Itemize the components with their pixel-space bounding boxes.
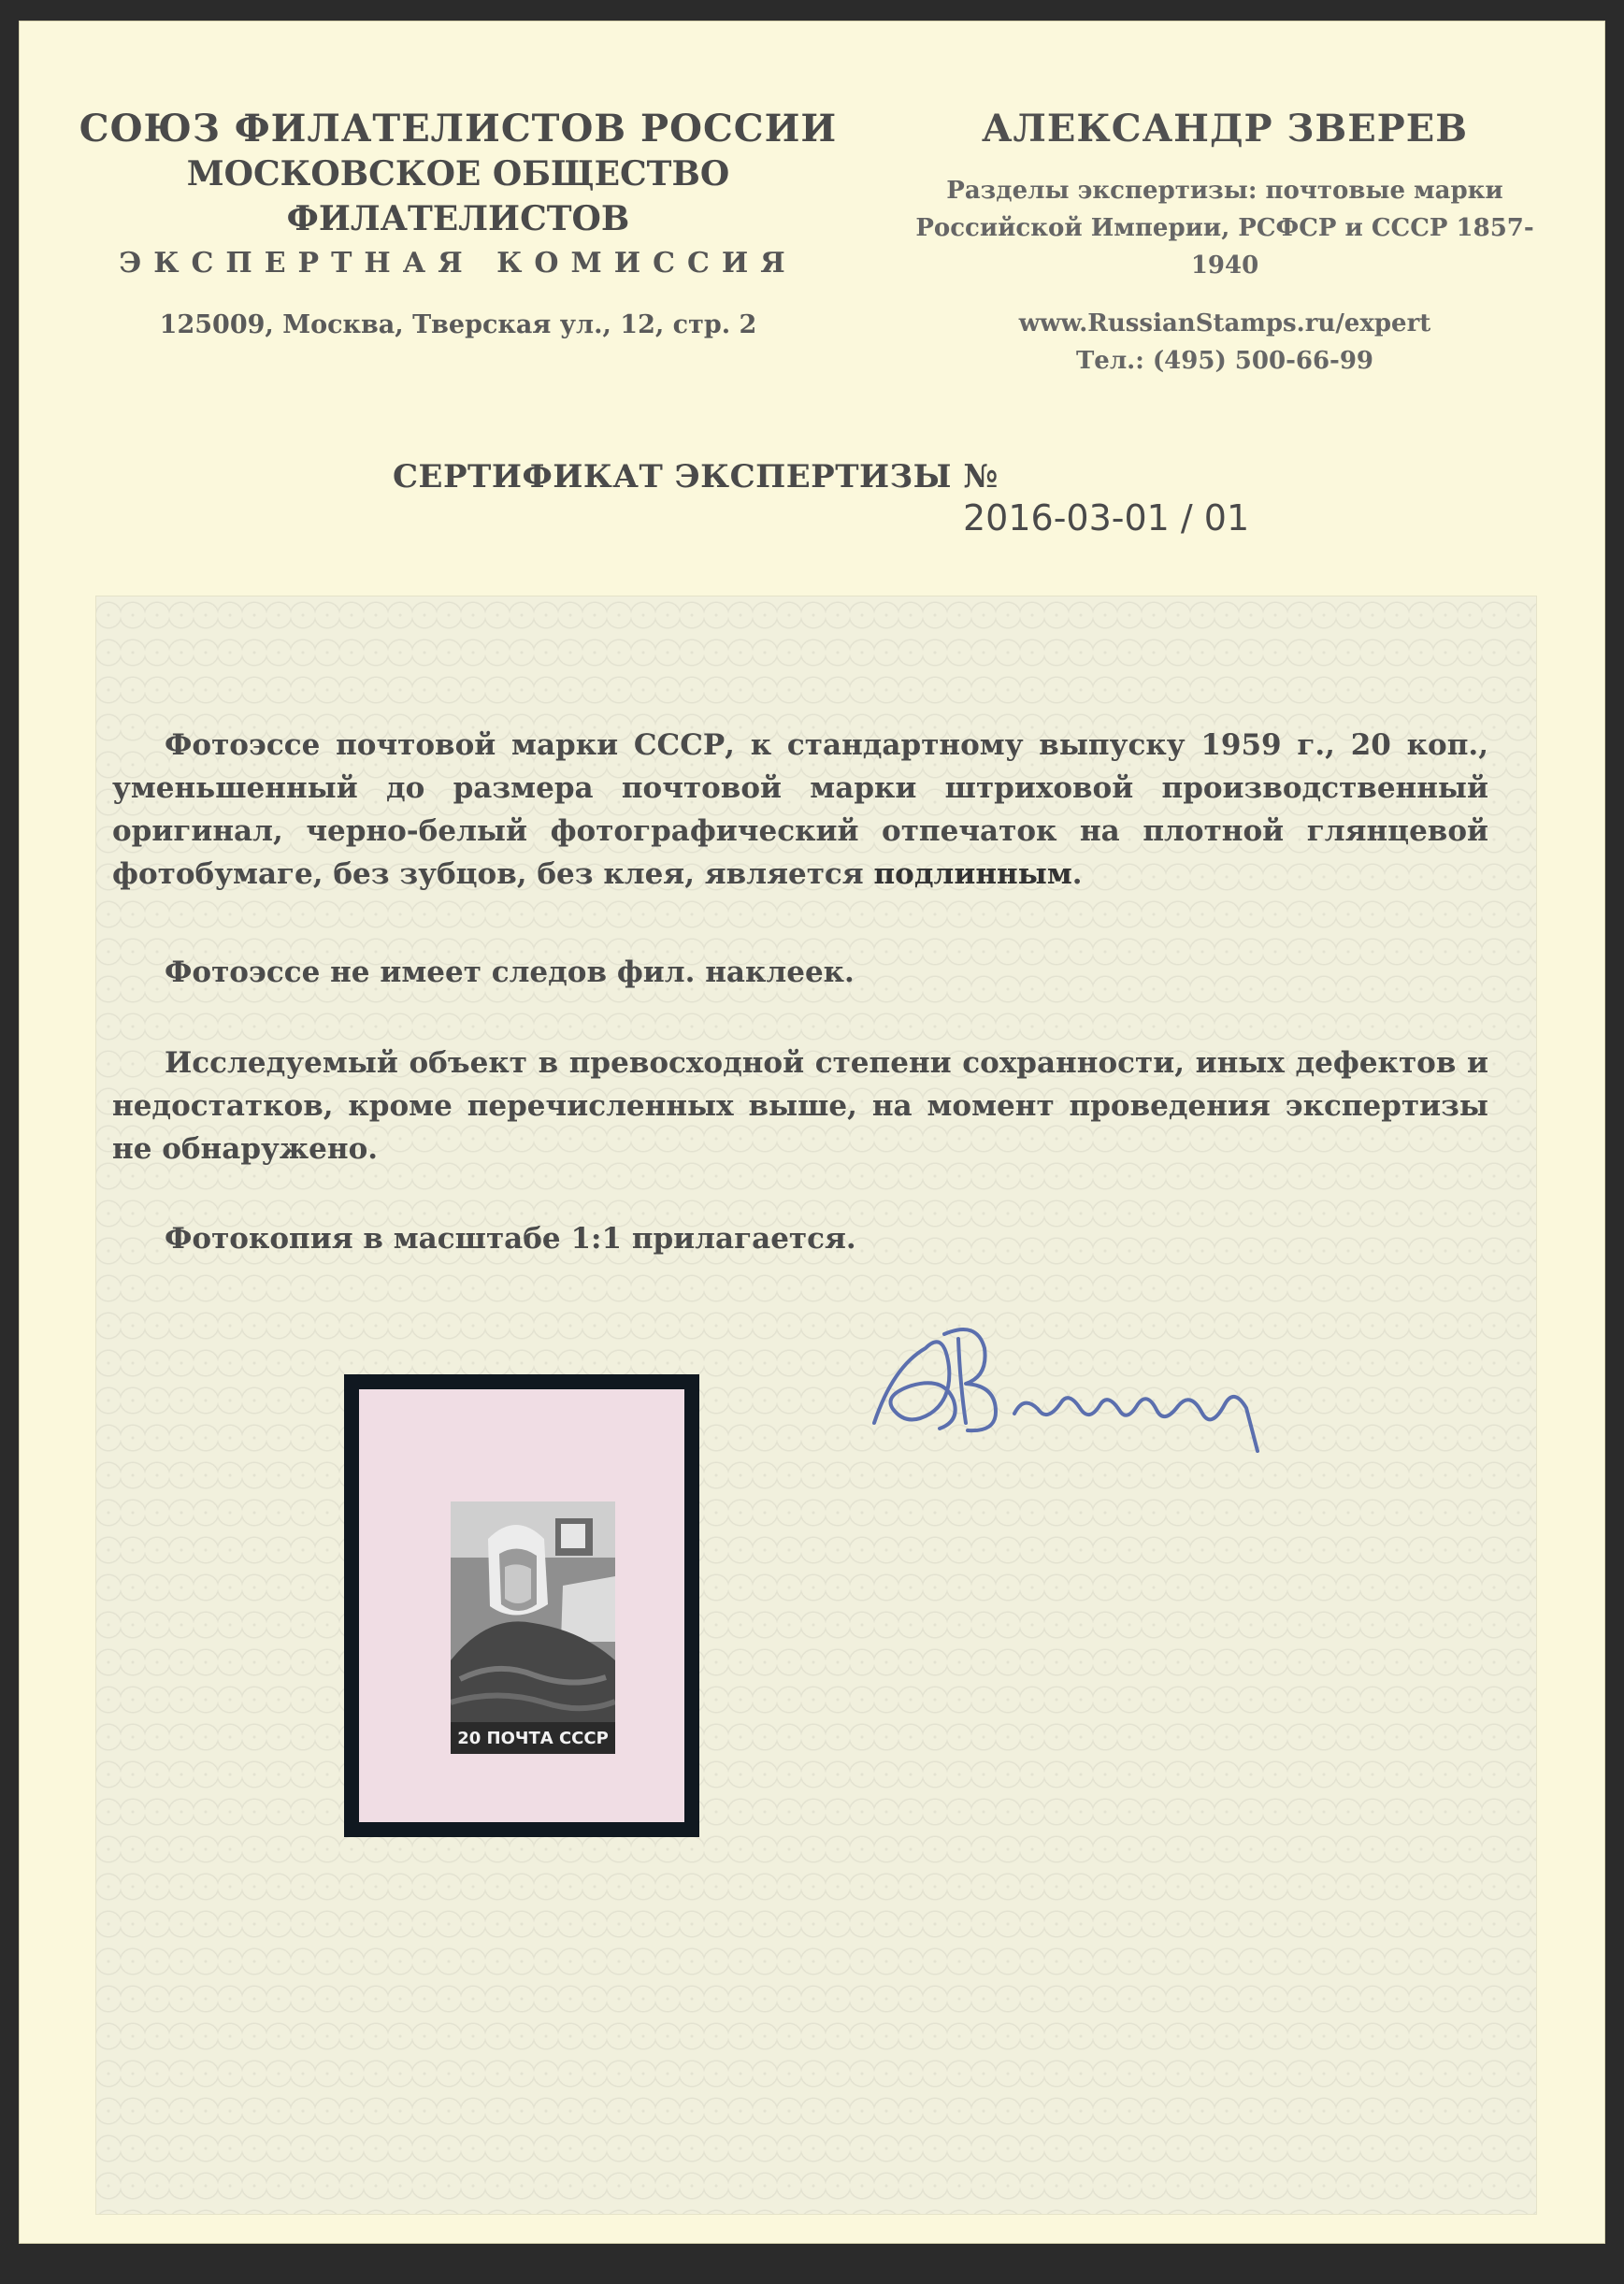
expert-website: www.RussianStamps.ru/expert (1018, 309, 1431, 338)
paragraph-photocopy: Фотокопия в масштабе 1:1 прилагается. (165, 1222, 856, 1256)
expert-signature (855, 1311, 1286, 1479)
expert-sections-line-1: Разделы экспертизы: почтовые марки (946, 177, 1503, 205)
paragraph-hinges: Фотоэссе не имеет следов фил. наклеек. (165, 955, 855, 989)
certificate-page (19, 21, 1605, 2244)
expert-phone: Тел.: (495) 500-66-99 (1075, 347, 1374, 375)
verdict-genuine: подлинным (873, 857, 1072, 891)
stamp-photo (344, 1374, 699, 1837)
paragraph-description: Фотоэссе почтовой марки СССР, к стандартному выпуску 1959 г., 20 коп., уменьшенный до размера почтовой марки штриховой производственный оригинал, черно-белый фотографический отпечаток на плотной глянцевой фотобумаге, без зубцов, без клея, является подлинным. (112, 728, 1488, 891)
stamp-card (359, 1389, 684, 1822)
paragraph-condition: Исследуемый объект в превосходной степени сохранности, иных дефектов и недостатков, кроме перечисленных выше, на момент проведения экспертизы не обнаружено. (112, 1046, 1488, 1166)
society-name: МОСКОВСКОЕ ОБЩЕСТВО ФИЛАТЕЛИСТОВ (186, 154, 730, 238)
stamp-portrait-illustration (451, 1501, 615, 1754)
issuer-header (56, 107, 860, 339)
stamp-essay-image (451, 1501, 615, 1754)
expert-sections-line-2: Российской Империи, РСФСР и СССР 1857-1940 (915, 214, 1534, 280)
expert-header (888, 107, 1561, 380)
issuer-address: 125009, Москва, Тверская ул., 12, стр. 2 (159, 310, 757, 339)
commission-name: ЭКСПЕРТНАЯ КОМИССИЯ (119, 247, 798, 280)
certificate-number: 2016-03-01 / 01 (963, 497, 1250, 539)
union-name: СОЮЗ ФИЛАТЕЛИСТОВ РОССИИ (79, 107, 838, 151)
certificate-title: СЕРТИФИКАТ ЭКСПЕРТИЗЫ № (393, 458, 999, 496)
stamp-caption: 20 ПОЧТА СССР (457, 1729, 609, 1748)
expert-name: АЛЕКСАНДР ЗВЕРЕВ (981, 107, 1469, 151)
